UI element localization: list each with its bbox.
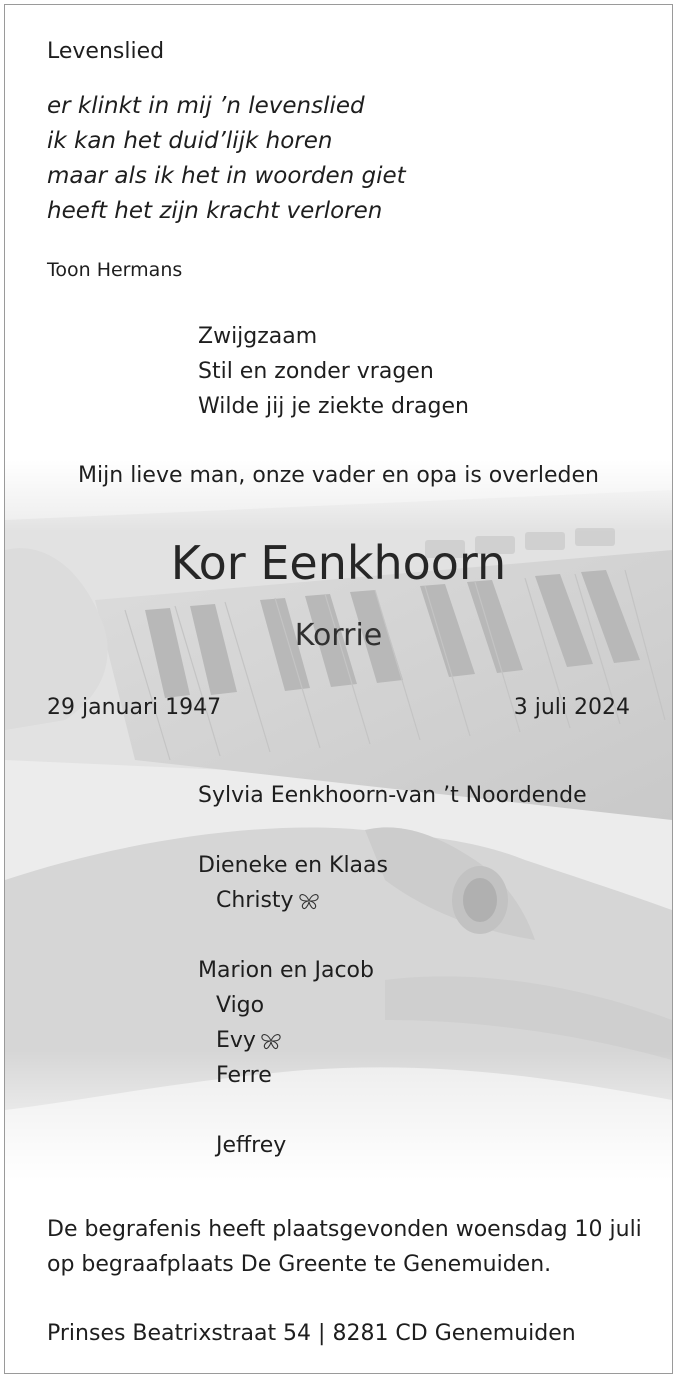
deceased-nickname: Korrie — [294, 618, 383, 653]
poem-line-1: er klinkt in mij ’n levenslied — [47, 93, 365, 119]
poem-title: Levenslied — [47, 39, 165, 64]
butterfly-icon — [298, 892, 320, 910]
grandchild-name: Evy — [216, 1027, 256, 1053]
family-couple-2: Marion en Jacob — [198, 957, 374, 983]
correspondence-address: Prinses Beatrixstraat 54 | 8281 CD Genemuiden — [47, 1321, 576, 1346]
butterfly-icon — [260, 1032, 282, 1050]
poem-line-4: heeft het zijn kracht verloren — [47, 198, 383, 224]
birth-date: 29 januari 1947 — [47, 695, 222, 720]
obituary-card — [4, 4, 673, 1374]
grandchild-name: Christy — [216, 887, 294, 913]
verse-line-1: Zwijgzaam — [198, 324, 318, 349]
verse-line-3: Wilde jij je ziekte dragen — [198, 394, 469, 419]
verse — [198, 320, 469, 425]
funeral-notice — [47, 1213, 642, 1283]
death-date: 3 juli 2024 — [513, 695, 630, 720]
family-member-jeffrey: Jeffrey — [216, 1132, 287, 1158]
family-couple-1: Dieneke en Klaas — [198, 852, 388, 878]
poem-author: Toon Hermans — [47, 259, 183, 281]
funeral-line-2: op begraafplaats De Greente te Genemuiden. — [47, 1252, 552, 1277]
family-spouse: Sylvia Eenkhoorn-van ’t Noordende — [198, 782, 587, 808]
family-grandchild-ferre: Ferre — [216, 1062, 272, 1088]
family-grandchild-evy — [198, 1023, 587, 1058]
family-list — [198, 778, 587, 1163]
poem-line-2: ik kan het duid’lijk horen — [47, 128, 333, 154]
family-grandchild-christy — [198, 883, 587, 918]
family-grandchild-vigo: Vigo — [216, 992, 265, 1018]
announcement-intro: Mijn lieve man, onze vader en opa is overleden — [78, 463, 599, 488]
poem-line-3: maar als ik het in woorden giet — [47, 163, 406, 189]
funeral-line-1: De begrafenis heeft plaatsgevonden woensdag 10 juli — [47, 1217, 642, 1242]
deceased-name: Kor Eenkhoorn — [170, 536, 507, 590]
verse-line-2: Stil en zonder vragen — [198, 359, 434, 384]
poem-lines — [47, 89, 406, 229]
